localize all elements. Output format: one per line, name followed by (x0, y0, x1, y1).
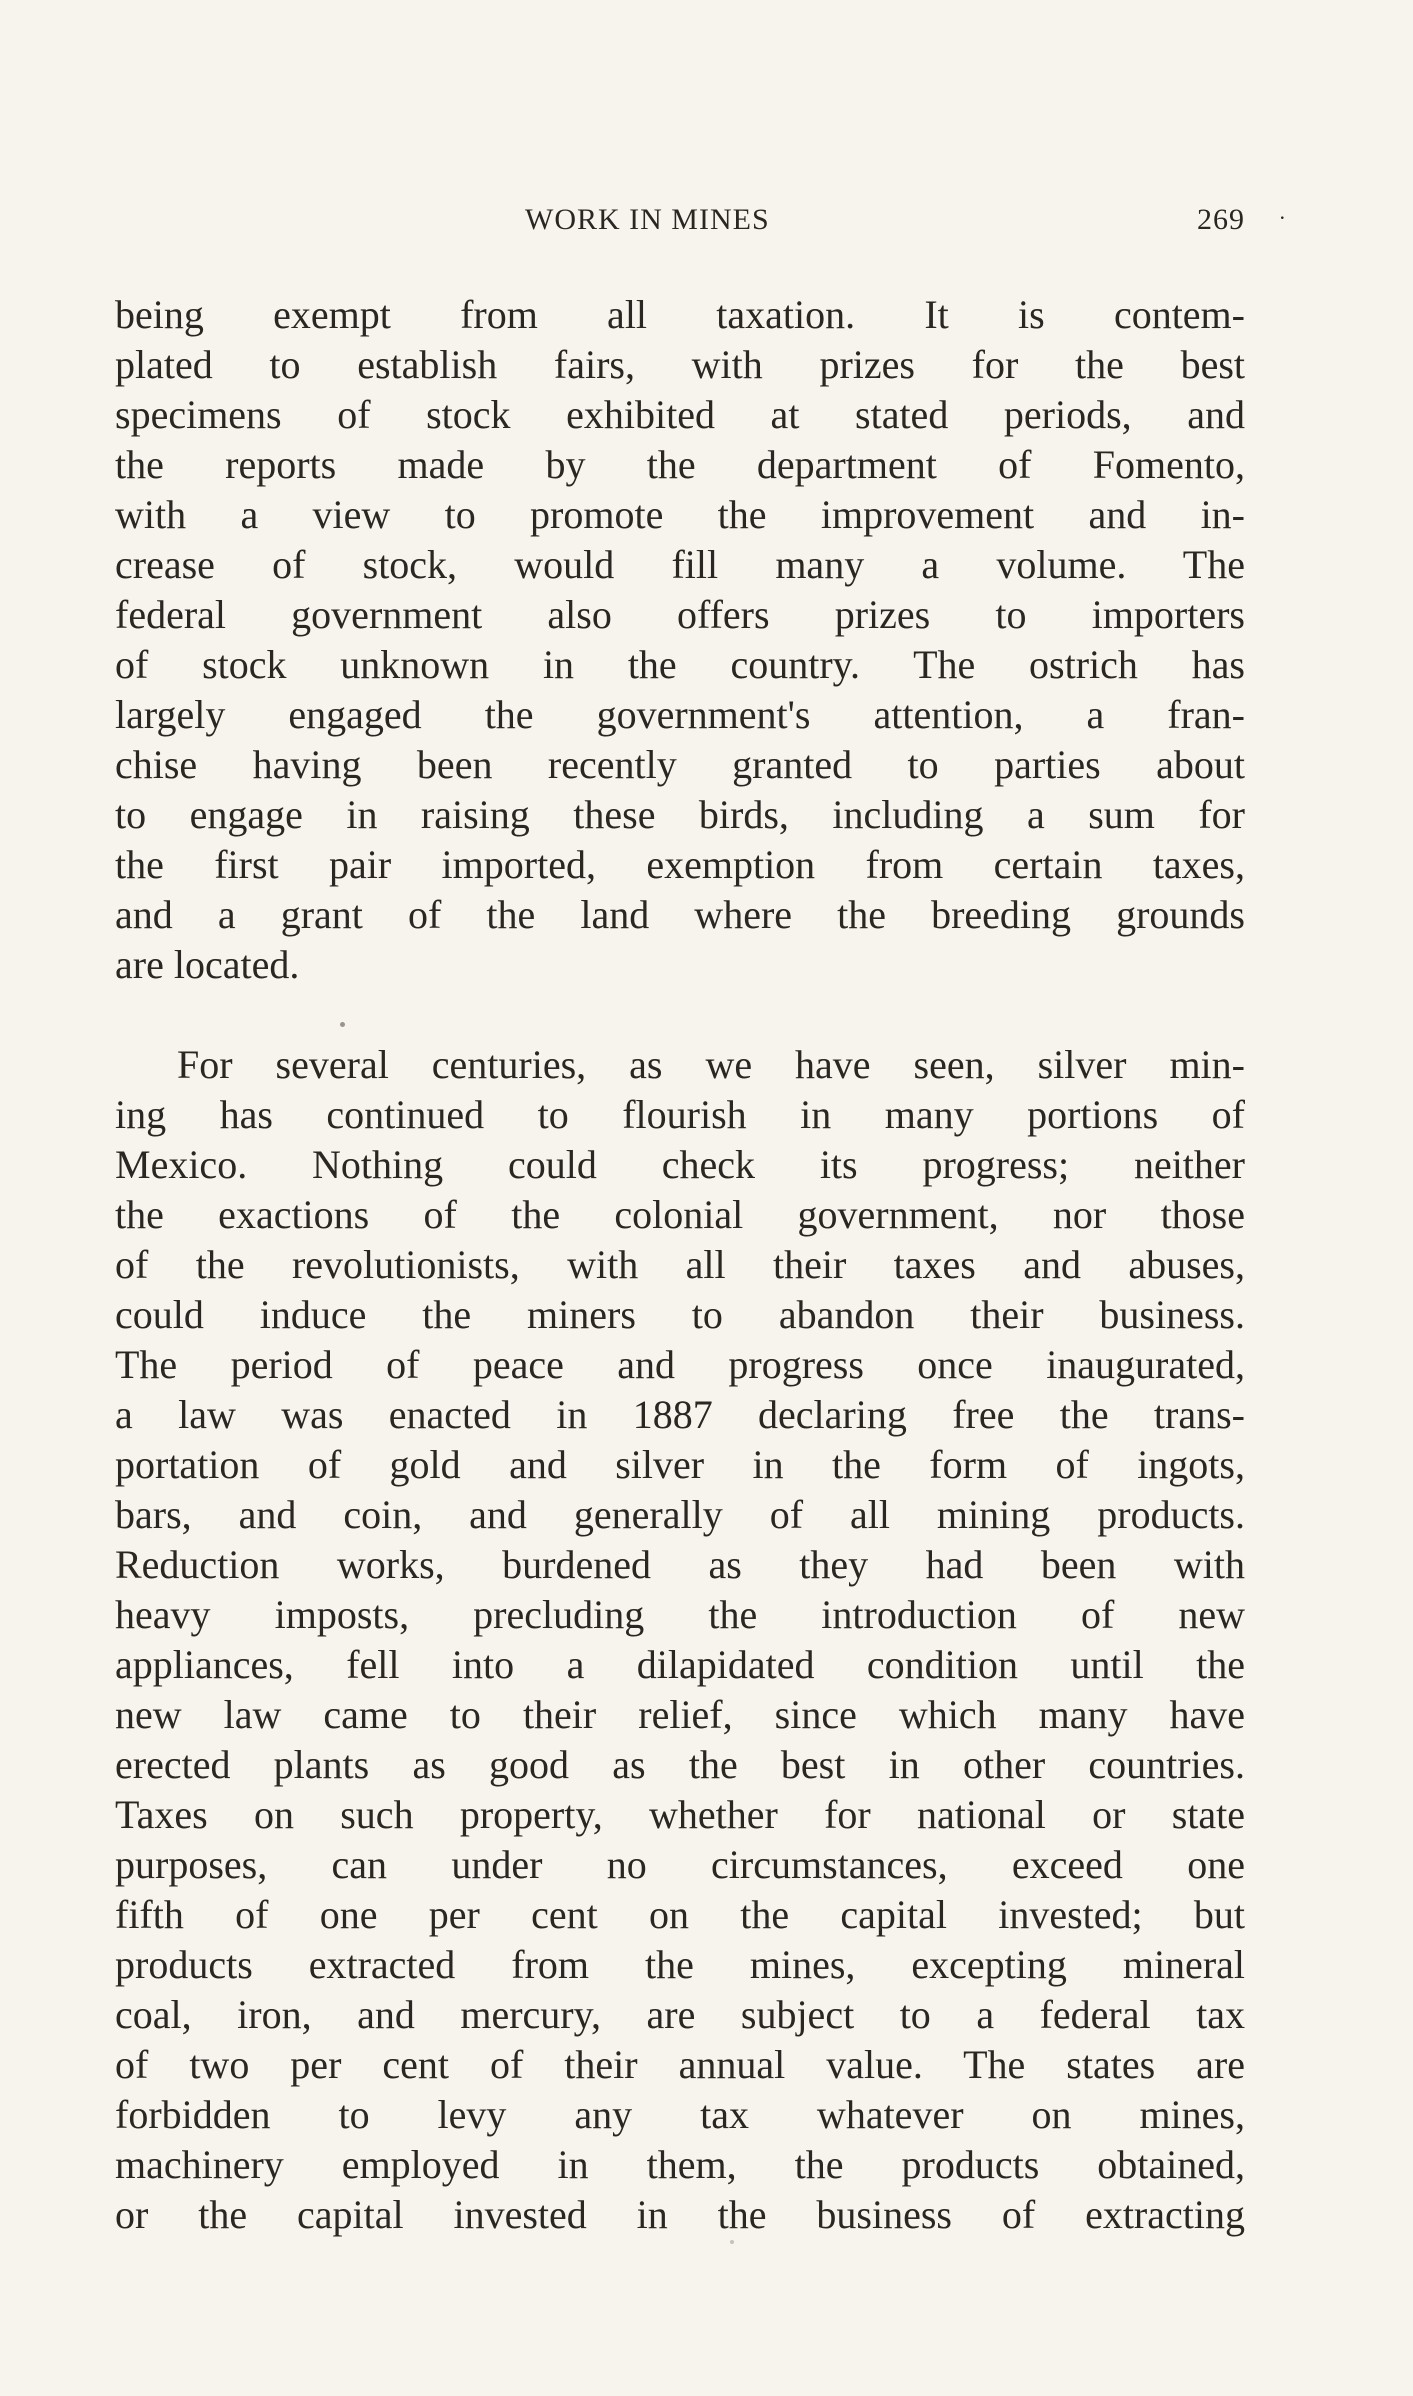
text-line: being exempt from all taxation. It is contem- (115, 292, 1245, 337)
margin-mark: · (1278, 205, 1287, 230)
text-line: largely engaged the government's attention, a fran- (115, 692, 1245, 737)
text-line: chise having been recently granted to parties about (115, 742, 1245, 787)
text-line: Reduction works, burdened as they had been with (115, 1542, 1245, 1587)
page-number: 269 (1197, 203, 1245, 236)
running-header (115, 203, 1287, 243)
paragraph-1 (115, 290, 1245, 990)
text-line: of the revolutionists, with all their taxes and abuses, (115, 1242, 1245, 1287)
text-line: portation of gold and silver in the form of ingots, (115, 1442, 1245, 1487)
text-line: heavy imposts, precluding the introduction of new (115, 1592, 1245, 1637)
ink-dot (340, 1022, 345, 1027)
text-line: a law was enacted in 1887 declaring free the trans- (115, 1392, 1245, 1437)
text-line: specimens of stock exhibited at stated periods, and (115, 392, 1245, 437)
text-line: to engage in raising these birds, including a sum for (115, 792, 1245, 837)
paragraph-gap (115, 990, 1245, 1040)
text-line: coal, iron, and mercury, are subject to a federal tax (115, 1992, 1245, 2037)
text-line: and a grant of the land where the breeding grounds (115, 892, 1245, 937)
text-line: products extracted from the mines, excepting mineral (115, 1942, 1245, 1987)
text-line: could induce the miners to abandon their business. (115, 1292, 1245, 1337)
text-line: or the capital invested in the business of extracting (115, 2192, 1245, 2237)
text-line: plated to establish fairs, with prizes for the best (115, 342, 1245, 387)
text-line: For several centuries, as we have seen, silver min- (177, 1042, 1245, 1087)
text-line: Taxes on such property, whether for national or state (115, 1792, 1245, 1837)
text-line: the reports made by the department of Fomento, (115, 442, 1245, 487)
text-line: purposes, can under no circumstances, exceed one (115, 1842, 1245, 1887)
text-line: ing has continued to flourish in many portions of (115, 1092, 1245, 1137)
text-line: The period of peace and progress once inaugurated, (115, 1342, 1245, 1387)
text-line: Mexico. Nothing could check its progress; neither (115, 1142, 1245, 1187)
text-line: appliances, fell into a dilapidated condition until the (115, 1642, 1245, 1687)
text-line: fifth of one per cent on the capital invested; but (115, 1892, 1245, 1937)
text-line: of stock unknown in the country. The ostrich has (115, 642, 1245, 687)
text-line: new law came to their relief, since which many have (115, 1692, 1245, 1737)
text-line: forbidden to levy any tax whatever on mines, (115, 2092, 1245, 2137)
text-line: federal government also offers prizes to importers (115, 592, 1245, 637)
text-line: the first pair imported, exemption from certain taxes, (115, 842, 1245, 887)
text-line: with a view to promote the improvement and in- (115, 492, 1245, 537)
text-line: crease of stock, would fill many a volume. The (115, 542, 1245, 587)
text-line: of two per cent of their annual value. The states are (115, 2042, 1245, 2087)
text-line: the exactions of the colonial government, nor those (115, 1192, 1245, 1237)
text-line: machinery employed in them, the products obtained, (115, 2142, 1245, 2187)
body-text (115, 290, 1245, 2240)
running-title: WORK IN MINES (525, 203, 770, 236)
paper-speck (730, 2240, 734, 2244)
text-line: are located. (115, 942, 300, 987)
paragraph-2 (115, 1040, 1245, 2240)
text-line: erected plants as good as the best in other countries. (115, 1742, 1245, 1787)
text-line: bars, and coin, and generally of all mining products. (115, 1492, 1245, 1537)
